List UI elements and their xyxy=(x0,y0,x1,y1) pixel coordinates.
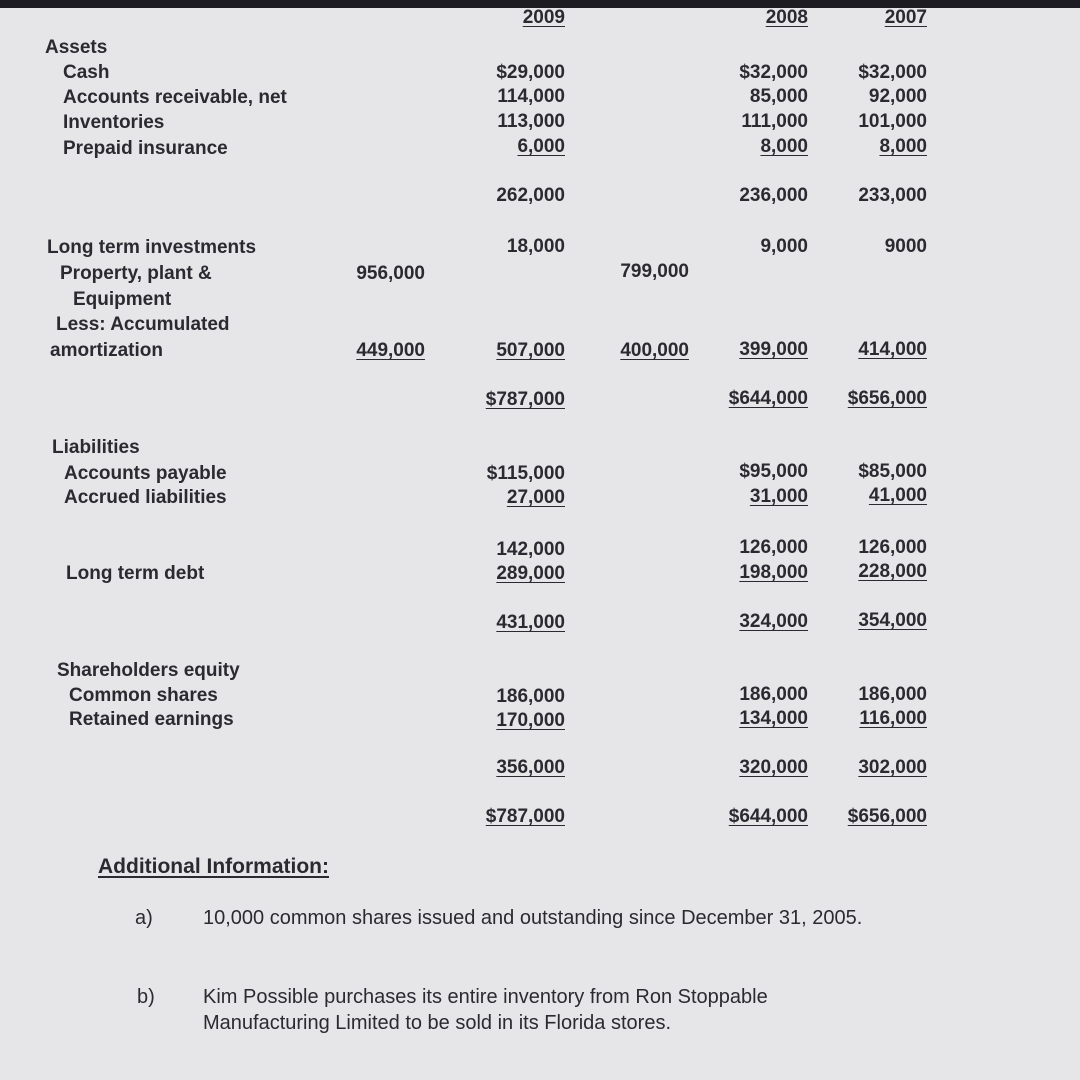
common-label: Common shares xyxy=(69,685,218,706)
accrued-2009: 27,000 xyxy=(506,487,565,508)
ar-label: Accounts receivable, net xyxy=(63,87,287,108)
ltd-label: Long term debt xyxy=(66,563,205,584)
ppe-net-2009: 507,000 xyxy=(496,340,565,361)
ltd-2008: 198,000 xyxy=(739,562,808,583)
accrued-2008: 31,000 xyxy=(749,486,808,507)
ppe-net-2008: 399,000 xyxy=(739,339,808,360)
retained-2008: 134,000 xyxy=(739,708,808,729)
current-liabilities-2007: 126,000 xyxy=(858,537,927,558)
ltd-2007: 228,000 xyxy=(858,561,927,582)
prepaid-2007: 8,000 xyxy=(879,136,927,157)
current-liabilities-2008: 126,000 xyxy=(739,537,808,558)
ap-2008: $95,000 xyxy=(739,461,808,482)
header-2008: 2008 xyxy=(765,7,808,28)
total-le-2008: $644,000 xyxy=(728,806,808,827)
ap-2007: $85,000 xyxy=(858,461,927,482)
lti-2008: 9,000 xyxy=(760,236,808,257)
cash-label: Cash xyxy=(63,62,110,83)
lti-2009: 18,000 xyxy=(506,236,565,257)
accrued-2007: 41,000 xyxy=(868,485,927,506)
note-a-marker: a) xyxy=(135,907,153,929)
note-b-marker: b) xyxy=(137,986,155,1008)
total-liabilities-2007: 354,000 xyxy=(858,610,927,631)
lti-label: Long term investments xyxy=(47,237,257,258)
current-liabilities-2009: 142,000 xyxy=(496,539,565,560)
common-2008: 186,000 xyxy=(739,684,808,705)
ltd-2009: 289,000 xyxy=(496,563,565,584)
cash-2009: $29,000 xyxy=(496,62,565,83)
header-2007: 2007 xyxy=(884,7,927,28)
total-equity-2007: 302,000 xyxy=(858,757,927,778)
note-a-text: 10,000 common shares issued and outstanding since December 31, 2005. xyxy=(203,907,863,929)
ap-2009: $115,000 xyxy=(486,463,565,484)
total-liabilities-2009: 431,000 xyxy=(496,612,565,633)
total-le-2009: $787,000 xyxy=(485,806,565,827)
ar-2009: 114,000 xyxy=(497,86,565,107)
ppe-cost-2009: 956,000 xyxy=(356,263,425,284)
common-2007: 186,000 xyxy=(858,684,927,705)
current-assets-2008: 236,000 xyxy=(739,185,808,206)
total-equity-2009: 356,000 xyxy=(496,757,565,778)
lti-2007: 9000 xyxy=(884,236,927,257)
inventories-2007: 101,000 xyxy=(858,111,927,132)
prepaid-label: Prepaid insurance xyxy=(63,138,228,159)
accum-2008: 400,000 xyxy=(620,340,689,361)
total-le-2007: $656,000 xyxy=(847,806,927,827)
current-assets-2009: 262,000 xyxy=(496,185,565,206)
ppe-label-line2: Equipment xyxy=(73,289,172,310)
cash-2008: $32,000 xyxy=(739,62,808,83)
retained-label: Retained earnings xyxy=(69,709,234,730)
total-assets-2009: $787,000 xyxy=(485,389,565,410)
note-b-text: Kim Possible purchases its entire inventory from Ron Stoppable Manufacturing Limited to be sold in its Florida stores. xyxy=(203,986,768,1034)
header-2009: 2009 xyxy=(522,7,565,28)
total-equity-2008: 320,000 xyxy=(739,757,808,778)
ar-2008: 85,000 xyxy=(749,86,808,107)
accum-label-line1: Less: Accumulated xyxy=(56,314,230,335)
liabilities-heading: Liabilities xyxy=(52,437,140,458)
inventories-2009: 113,000 xyxy=(497,111,565,132)
retained-2009: 170,000 xyxy=(496,710,565,731)
ar-2007: 92,000 xyxy=(868,86,927,107)
ppe-net-2007: 414,000 xyxy=(858,339,927,360)
common-2009: 186,000 xyxy=(496,686,565,707)
accum-label-line2: amortization xyxy=(50,340,163,361)
total-assets-2007: $656,000 xyxy=(847,388,927,409)
total-liabilities-2008: 324,000 xyxy=(739,611,808,632)
inventories-label: Inventories xyxy=(63,112,165,133)
cash-2007: $32,000 xyxy=(858,62,927,83)
accum-2009: 449,000 xyxy=(356,340,425,361)
ppe-label-line1: Property, plant & xyxy=(60,263,212,284)
total-assets-2008: $644,000 xyxy=(728,388,808,409)
additional-heading: Additional Information: xyxy=(98,855,329,878)
prepaid-2009: 6,000 xyxy=(517,136,565,157)
equity-heading: Shareholders equity xyxy=(57,660,240,681)
current-assets-2007: 233,000 xyxy=(858,185,927,206)
assets-heading: Assets xyxy=(45,37,108,58)
ap-label: Accounts payable xyxy=(64,463,227,484)
accrued-label: Accrued liabilities xyxy=(64,487,227,508)
inventories-2008: 111,000 xyxy=(741,111,808,132)
ppe-cost-2008: 799,000 xyxy=(620,261,689,282)
prepaid-2008: 8,000 xyxy=(760,136,808,157)
retained-2007: 116,000 xyxy=(859,708,927,729)
